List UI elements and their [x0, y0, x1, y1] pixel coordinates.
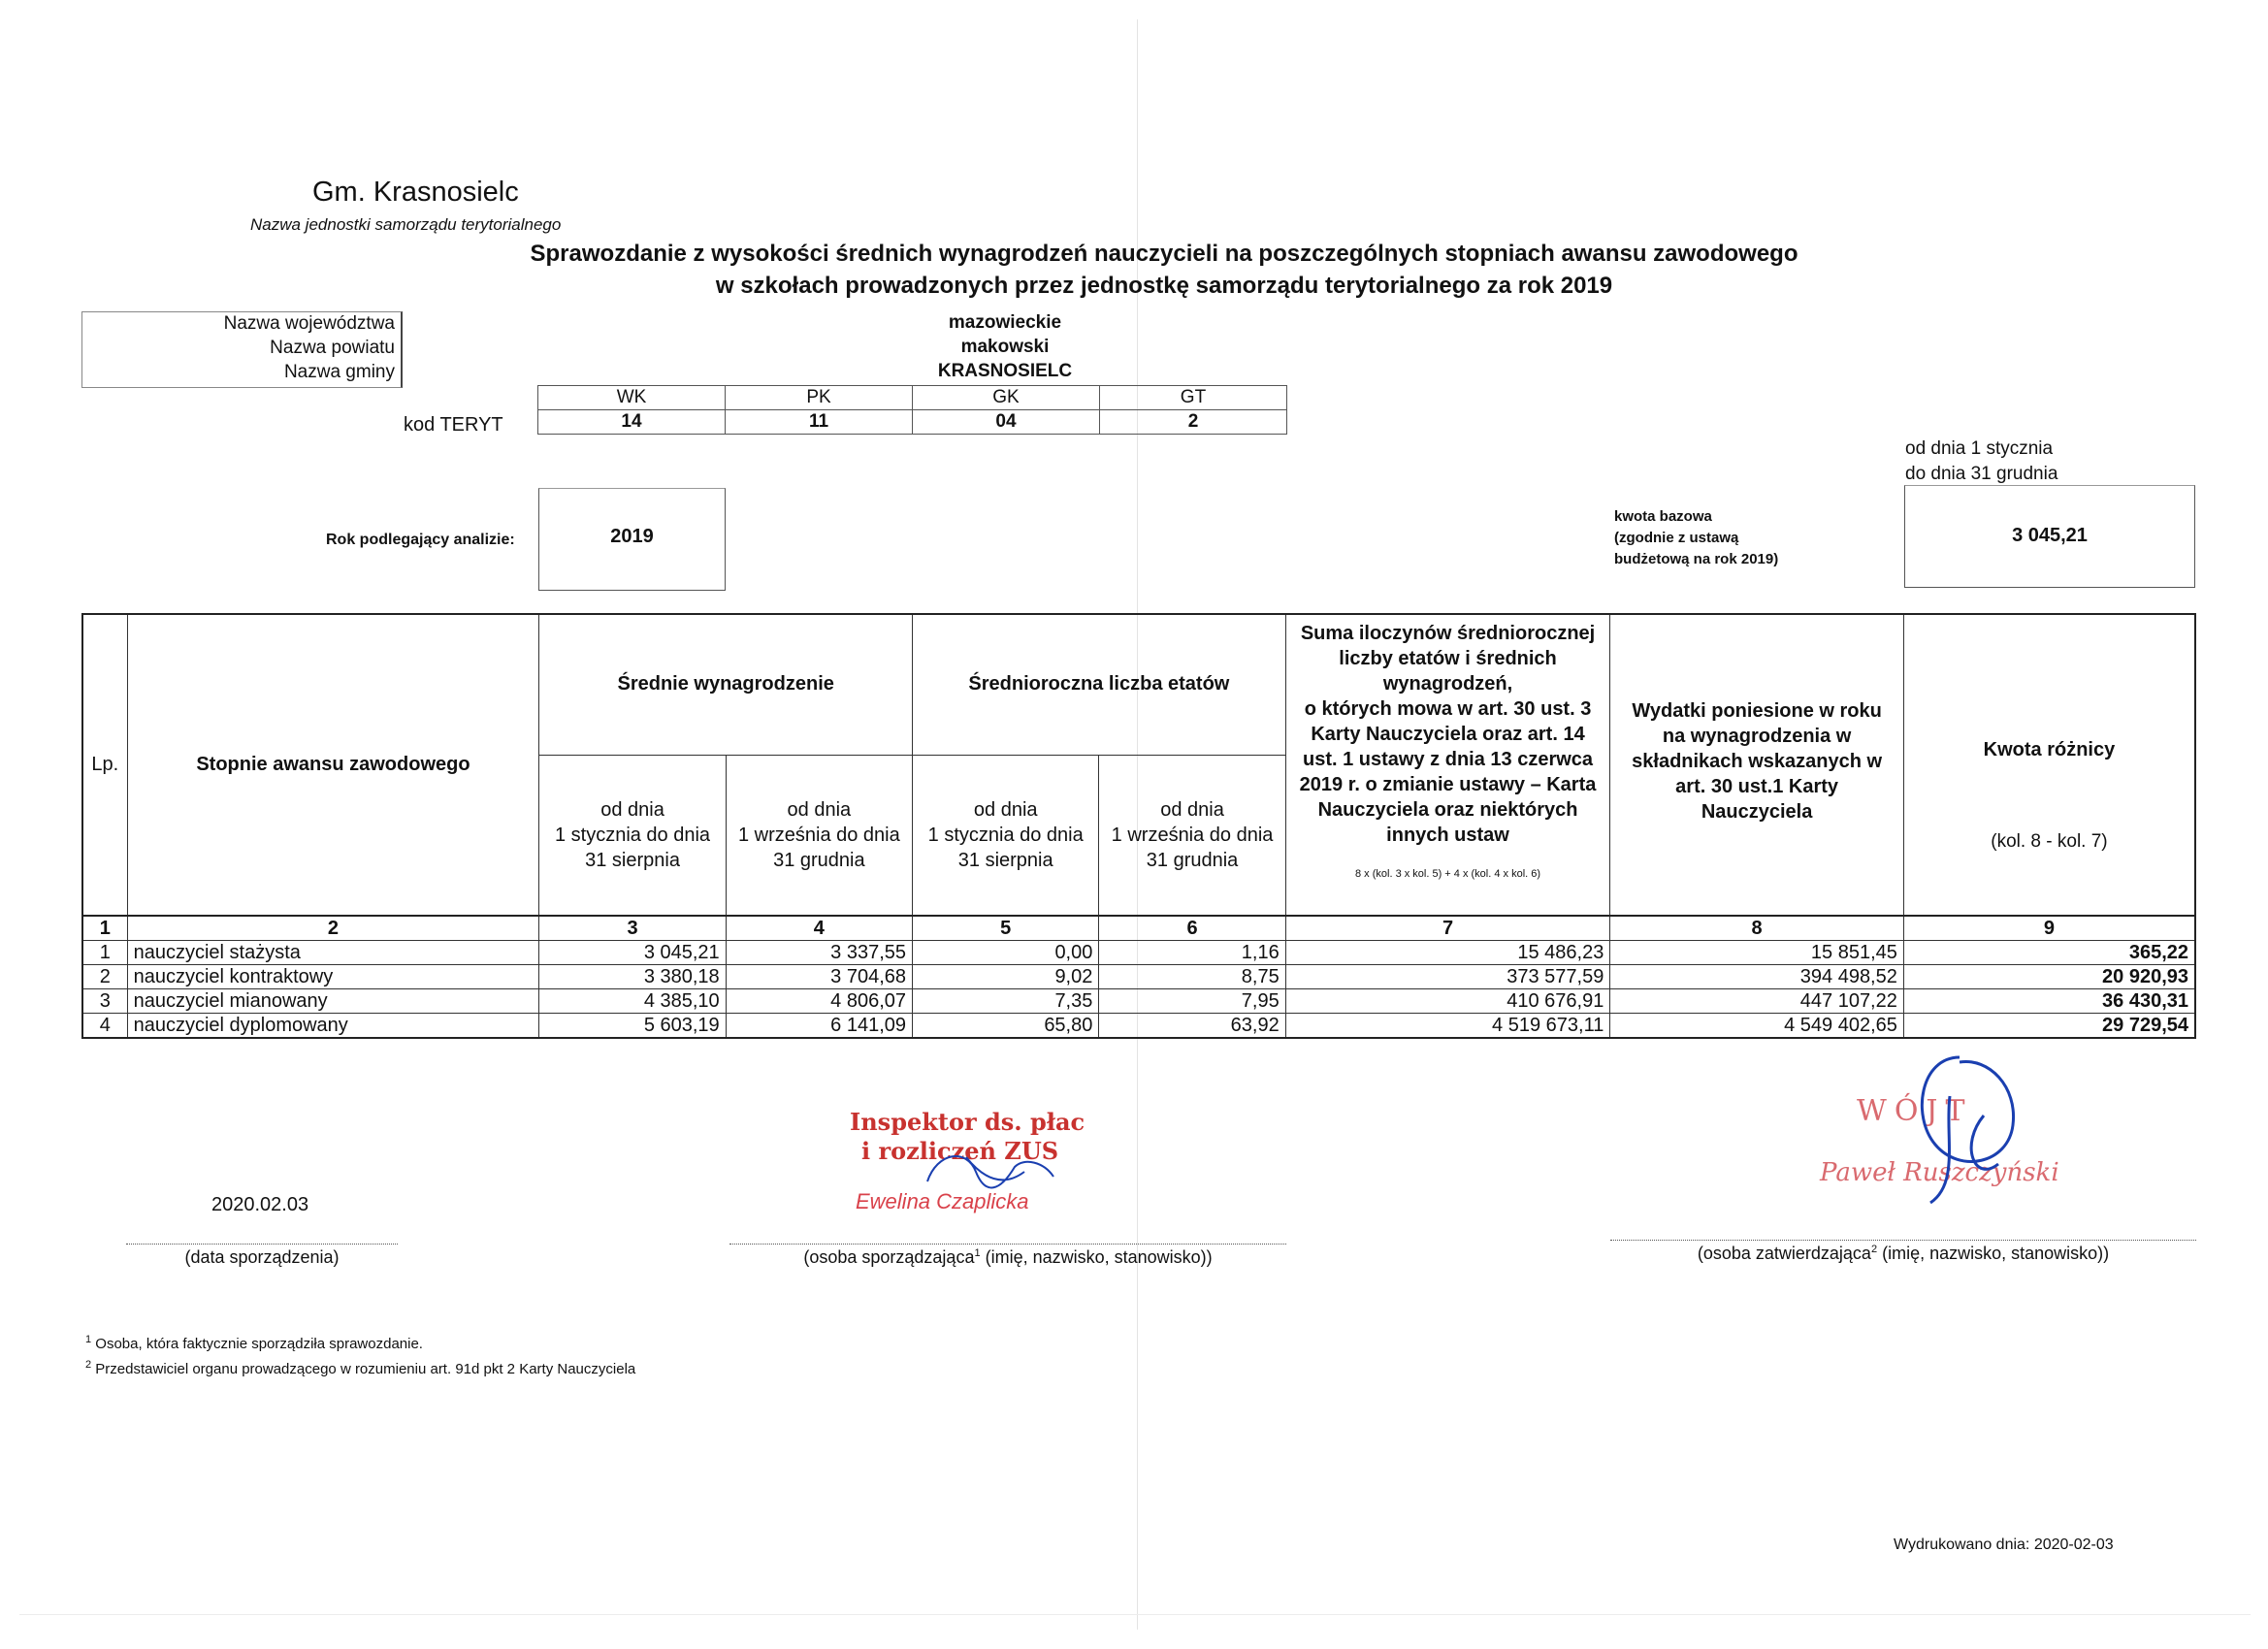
base-label-line3: budżetową na rok 2019): [1614, 551, 1779, 567]
row-fte-b: 1,16: [1099, 941, 1285, 965]
commune-value: KRASNOSIELC: [937, 361, 1073, 381]
row-fte-b: 8,75: [1099, 965, 1285, 989]
header-lp: Lp.: [82, 614, 127, 916]
difference-header-note: (kol. 8 - kol. 7): [1991, 831, 2108, 852]
sum-header-line: Karty Nauczyciela oraz art. 14: [1311, 724, 1585, 745]
column-number: 8: [1610, 916, 1904, 941]
header-expenses: [1610, 614, 1904, 916]
approver-caption: [1591, 1244, 2216, 1264]
expenses-header-line: art. 30 ust.1 Karty: [1675, 776, 1839, 797]
sum-header-line: wynagrodzeń,: [1382, 673, 1513, 695]
period-line: 1 stycznia do dnia: [554, 824, 711, 846]
footnote-mark: 2: [85, 1359, 92, 1371]
voivodeship-value: mazowieckie: [948, 312, 1062, 333]
row-sum: 410 676,91: [1285, 989, 1610, 1014]
column-number: 7: [1285, 916, 1610, 941]
row-difference: 20 920,93: [1903, 965, 2195, 989]
voivodeship-label: Nazwa województwa: [223, 313, 395, 334]
analysis-year-value: 2019: [610, 526, 654, 547]
footnote-ref-1: 1: [974, 1247, 981, 1259]
preparer-signature: [908, 1143, 1083, 1211]
scan-edge-line: [19, 1614, 2251, 1615]
sum-formula: 8 x (kol. 3 x kol. 5) + 4 x (kol. 4 x kol. 6): [1355, 868, 1541, 880]
sum-header-line: innych ustaw: [1386, 824, 1509, 846]
row-sum: 373 577,59: [1285, 965, 1610, 989]
row-salary-a: 5 603,19: [539, 1014, 726, 1039]
column-number: 4: [726, 916, 912, 941]
footnote-2-text: Przedstawiciel organu prowadzącego w rozumieniu art. 91d pkt 2 Karty Nauczyciela: [95, 1361, 636, 1377]
column-number: 1: [82, 916, 127, 941]
header-fte-period-a: [913, 755, 1099, 916]
header-sum-products: [1285, 614, 1610, 916]
base-period: [1905, 436, 2057, 487]
table-row: [82, 1014, 2195, 1039]
preparer-stamp-line1: Inspektor ds. płac: [850, 1108, 1085, 1136]
sum-header-line: 2019 r. o zmianie ustawy – Karta: [1299, 774, 1597, 795]
approver-stamp-title: WÓJT: [1857, 1094, 1973, 1128]
teryt-header-pk: PK: [726, 386, 913, 410]
period-line: 31 grudnia: [773, 849, 865, 871]
footnote-2: [85, 1359, 635, 1377]
expenses-header-line: Wydatki poniesione w roku: [1632, 700, 1882, 722]
header-fte-period-b: [1099, 755, 1285, 916]
teryt-value-pk: 11: [726, 410, 913, 435]
row-grade: nauczyciel kontraktowy: [127, 965, 539, 989]
date-caption: (data sporządzenia): [184, 1247, 340, 1267]
header-salary-period-a: [539, 755, 726, 916]
row-sum: 15 486,23: [1285, 941, 1610, 965]
row-fte-a: 65,80: [913, 1014, 1099, 1039]
row-expenses: 15 851,45: [1610, 941, 1904, 965]
base-amount-label: [1614, 506, 1778, 570]
row-grade: nauczyciel dyplomowany: [127, 1014, 539, 1039]
row-fte-a: 7,35: [913, 989, 1099, 1014]
base-period-line1: od dnia 1 stycznia: [1905, 438, 2054, 459]
table-row: [82, 965, 2195, 989]
teryt-header-wk: WK: [538, 386, 726, 410]
row-expenses: 394 498,52: [1610, 965, 1904, 989]
base-period-line2: do dnia 31 grudnia: [1905, 464, 2058, 484]
row-fte-a: 9,02: [913, 965, 1099, 989]
row-expenses: 4 549 402,65: [1610, 1014, 1904, 1039]
row-salary-a: 3 380,18: [539, 965, 726, 989]
preparer-caption: [700, 1247, 1315, 1268]
row-fte-b: 63,92: [1099, 1014, 1285, 1039]
teryt-label: kod TERYT: [404, 414, 503, 436]
row-lp: 4: [82, 1014, 127, 1039]
approver-caption-text: (osoba zatwierdzająca: [1697, 1244, 1871, 1263]
row-salary-a: 4 385,10: [539, 989, 726, 1014]
base-label-line2: (zgodnie z ustawą: [1614, 530, 1739, 546]
column-number: 5: [913, 916, 1099, 941]
column-number: 9: [1903, 916, 2195, 941]
row-difference: 29 729,54: [1903, 1014, 2195, 1039]
admin-units-box: [81, 311, 403, 388]
report-title-line2: w szkołach prowadzonych przez jednostkę samorządu terytorialnego za rok 2019: [715, 273, 1613, 299]
salary-report-table: [81, 613, 2196, 1039]
approver-caption-text: (imię, nazwisko, stanowisko)): [1877, 1244, 2110, 1263]
header-salary-period-b: [726, 755, 912, 916]
period-line: od dnia: [600, 798, 664, 821]
expenses-header-line: składnikach wskazanych w: [1632, 751, 1883, 772]
row-fte-b: 7,95: [1099, 989, 1285, 1014]
preparer-caption-text: (osoba sporządzająca: [803, 1247, 975, 1267]
sum-header-line: Suma iloczynów średniorocznej: [1300, 623, 1596, 644]
teryt-table: [537, 385, 1287, 435]
period-line: 1 września do dnia: [1111, 824, 1274, 846]
preparer-signature-line: [729, 1244, 1286, 1245]
preparation-date: 2020.02.03: [211, 1194, 309, 1215]
row-salary-b: 3 337,55: [726, 941, 912, 965]
sum-header-line: Nauczyciela oraz niektórych: [1317, 799, 1578, 821]
period-line: od dnia: [787, 798, 852, 821]
row-difference: 365,22: [1903, 941, 2195, 965]
row-grade: nauczyciel mianowany: [127, 989, 539, 1014]
base-amount-value: 3 045,21: [2012, 525, 2088, 546]
period-line: 1 września do dnia: [737, 824, 900, 846]
date-signature-line: [126, 1244, 398, 1245]
row-grade: nauczyciel stażysta: [127, 941, 539, 965]
preparer-stamp-name: Ewelina Czaplicka: [856, 1189, 1029, 1213]
approver-signature: [1892, 1038, 2037, 1212]
entity-name: Gm. Krasnosielc: [312, 177, 519, 208]
footnote-mark: 1: [85, 1334, 92, 1345]
row-fte-a: 0,00: [913, 941, 1099, 965]
teryt-header-gt: GT: [1100, 386, 1287, 410]
row-lp: 3: [82, 989, 127, 1014]
teryt-value-wk: 14: [538, 410, 726, 435]
base-amount-box: [1904, 485, 2195, 588]
analysis-year-label: Rok podlegający analizie:: [326, 532, 515, 548]
base-label-line1: kwota bazowa: [1614, 508, 1712, 525]
column-number: 3: [539, 916, 726, 941]
header-avg-fte: Średnioroczna liczba etatów: [913, 614, 1286, 755]
row-salary-b: 6 141,09: [726, 1014, 912, 1039]
teryt-header-gk: GK: [913, 386, 1100, 410]
period-line: 31 grudnia: [1146, 849, 1239, 871]
column-number: 2: [127, 916, 539, 941]
teryt-value-gk: 04: [913, 410, 1100, 435]
county-value: makowski: [960, 337, 1050, 357]
approver-stamp-name: Paweł Ruszczyński: [1820, 1158, 2059, 1187]
preparer-caption-text: (imię, nazwisko, stanowisko)): [980, 1247, 1213, 1267]
analysis-year-box: [538, 488, 726, 591]
row-salary-b: 3 704,68: [726, 965, 912, 989]
row-lp: 1: [82, 941, 127, 965]
approver-signature-line: [1610, 1240, 2196, 1241]
period-line: od dnia: [973, 798, 1038, 821]
row-sum: 4 519 673,11: [1285, 1014, 1610, 1039]
sum-header-line: ust. 1 ustawy z dnia 13 czerwca: [1303, 749, 1594, 770]
printed-date: Wydrukowano dnia: 2020-02-03: [1894, 1536, 2114, 1553]
row-difference: 36 430,31: [1903, 989, 2195, 1014]
county-label: Nazwa powiatu: [270, 338, 395, 358]
period-line: 31 sierpnia: [957, 849, 1053, 871]
row-expenses: 447 107,22: [1610, 989, 1904, 1014]
table-row: [82, 941, 2195, 965]
teryt-value-gt: 2: [1100, 410, 1287, 435]
header-difference: [1903, 614, 2195, 916]
footnote-ref-2: 2: [1870, 1244, 1878, 1255]
column-number: 6: [1099, 916, 1285, 941]
expenses-header-line: na wynagrodzenia w: [1662, 726, 1852, 747]
difference-header-title: Kwota różnicy: [1983, 739, 2116, 760]
footnote-1-text: Osoba, która faktycznie sporządziła sprawozdanie.: [95, 1336, 423, 1352]
row-salary-b: 4 806,07: [726, 989, 912, 1014]
period-line: 1 stycznia do dnia: [927, 824, 1084, 846]
entity-caption: Nazwa jednostki samorządu terytorialnego: [250, 215, 562, 234]
header-avg-salary: Średnie wynagrodzenie: [539, 614, 913, 755]
sum-header-line: o których mowa w art. 30 ust. 3: [1304, 698, 1592, 720]
commune-label: Nazwa gminy: [283, 362, 395, 382]
row-salary-a: 3 045,21: [539, 941, 726, 965]
period-line: od dnia: [1160, 798, 1224, 821]
expenses-header-line: Nauczyciela: [1701, 801, 1813, 823]
header-grade: Stopnie awansu zawodowego: [127, 614, 539, 916]
preparer-stamp-line2: i rozliczeń ZUS: [861, 1137, 1059, 1165]
sum-header-line: liczby etatów i średnich: [1339, 648, 1557, 669]
table-row: [82, 989, 2195, 1014]
footnote-1: [85, 1334, 423, 1352]
row-lp: 2: [82, 965, 127, 989]
report-title-line1: Sprawozdanie z wysokości średnich wynagrodzeń nauczycieli na poszczególnych stopniach awansu zawodowego: [530, 241, 1798, 267]
period-line: 31 sierpnia: [585, 849, 680, 871]
